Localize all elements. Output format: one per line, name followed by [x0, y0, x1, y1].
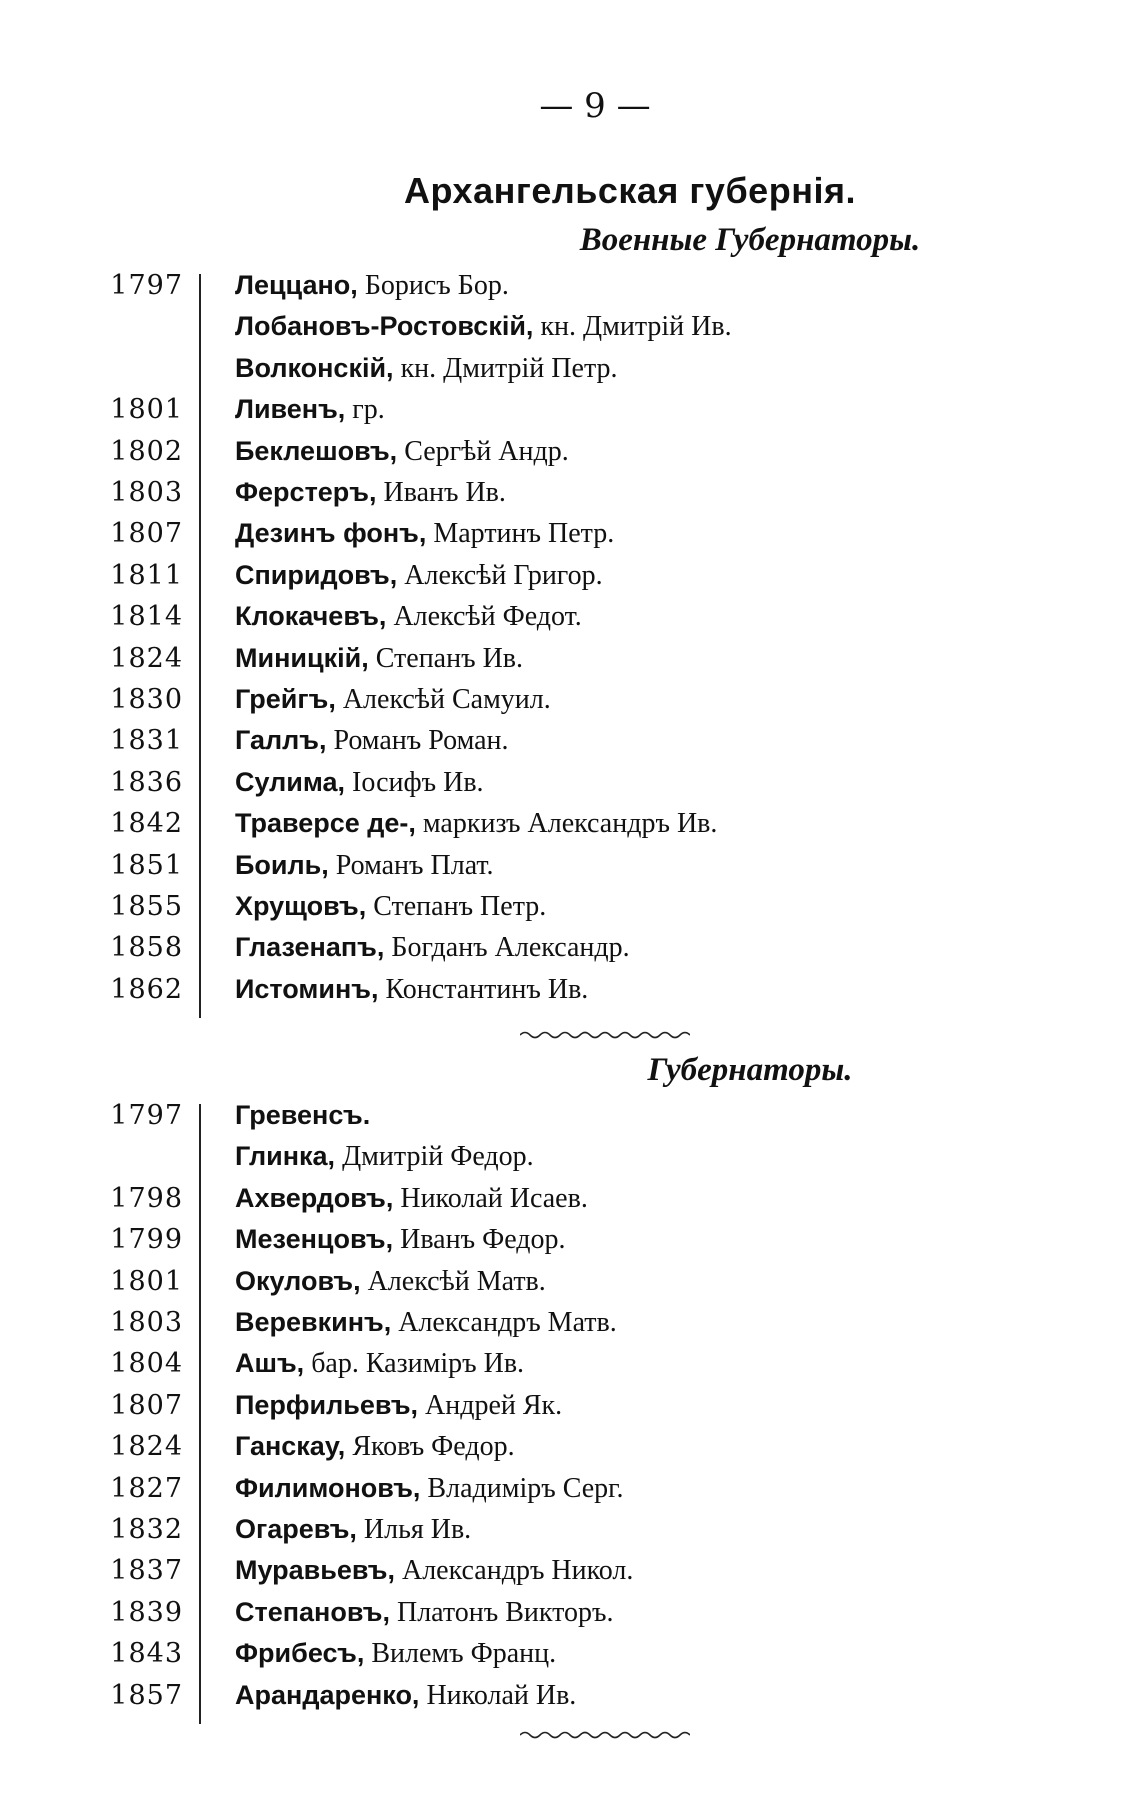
surname: Ашъ, — [235, 1348, 305, 1379]
year: 1855 — [110, 891, 183, 922]
list-item — [0, 518, 1140, 559]
surname: Траверсе де-, — [235, 808, 416, 839]
surname: Фрибесъ, — [235, 1638, 365, 1669]
given-names: Романъ Плат. — [328, 849, 494, 881]
list-item — [0, 974, 1140, 1015]
given-names: Степанъ Ив. — [368, 642, 524, 674]
list-item — [0, 1141, 1140, 1182]
year: 1851 — [110, 849, 183, 881]
list-item — [0, 601, 1140, 642]
list-item — [0, 725, 1140, 766]
year: 1804 — [110, 1348, 183, 1380]
given-names: Александръ Матв. — [391, 1307, 617, 1338]
list-item — [0, 932, 1140, 973]
list-item — [0, 1390, 1140, 1431]
surname: Мезенцовъ, — [235, 1224, 394, 1255]
given-names: Алексѣй Григор. — [397, 559, 603, 591]
governor-name — [235, 808, 717, 840]
given-names: Іосифъ Ив. — [345, 766, 484, 798]
year: 1811 — [110, 559, 183, 591]
list-item — [0, 850, 1140, 891]
given-names: Романъ Роман. — [326, 725, 509, 757]
surname: Леццано, — [235, 270, 358, 300]
surname: Ливенъ, — [235, 394, 346, 425]
surname: Глинка, — [235, 1141, 336, 1172]
governor-name — [235, 270, 509, 302]
year: 1807 — [110, 518, 183, 550]
governor-name — [235, 1473, 623, 1505]
governor-name — [235, 518, 614, 550]
given-names: Мартинъ Петр. — [426, 518, 615, 550]
governor-name — [235, 1100, 370, 1132]
surname: Филимоновъ, — [235, 1472, 421, 1503]
ornament-divider — [520, 1030, 690, 1040]
list-item — [0, 394, 1140, 435]
list-item — [0, 1348, 1140, 1389]
governor-name — [235, 684, 551, 716]
given-names: Владиміръ Серг. — [420, 1472, 624, 1504]
list-item — [0, 477, 1140, 518]
governor-name — [235, 1597, 613, 1629]
governor-name — [235, 1348, 524, 1380]
ornament-divider — [520, 1730, 690, 1740]
given-names: Константинъ Ив. — [378, 973, 589, 1005]
year: 1858 — [110, 932, 183, 964]
governor-name — [235, 1390, 562, 1422]
list-item — [0, 1100, 1140, 1141]
surname: Боиль, — [235, 849, 329, 880]
governor-name — [235, 1680, 576, 1712]
year: 1803 — [110, 477, 183, 508]
surname: Гревенсъ. — [235, 1100, 371, 1130]
given-names: Степанъ Петр. — [366, 891, 547, 922]
governor-name — [235, 725, 509, 757]
given-names: Алексѣй Матв. — [360, 1265, 546, 1297]
list-item — [0, 1224, 1140, 1265]
year: 1824 — [110, 1431, 183, 1463]
surname: Муравьевъ, — [235, 1555, 395, 1586]
list-item — [0, 767, 1140, 808]
list-item — [0, 1638, 1140, 1679]
year: 1801 — [110, 394, 183, 426]
surname: Спиридовъ, — [235, 559, 398, 590]
governor-name — [235, 891, 546, 923]
surname: Ферстеръ, — [235, 477, 377, 507]
surname: Огаревъ, — [235, 1514, 357, 1544]
year: 1837 — [110, 1555, 183, 1587]
year: 1803 — [110, 1307, 183, 1338]
governor-name — [235, 1514, 471, 1546]
given-names: бар. Казиміръ Ив. — [304, 1348, 525, 1380]
year: 1801 — [110, 1265, 183, 1297]
list-item — [0, 684, 1140, 725]
surname: Степановъ, — [235, 1596, 390, 1627]
given-names: Борисъ Бор. — [357, 270, 509, 301]
list-item — [0, 1183, 1140, 1224]
given-names: Алексѣй Самуил. — [335, 684, 551, 715]
year: 1797 — [110, 1100, 183, 1131]
surname: Окуловъ, — [235, 1265, 361, 1296]
list-item — [0, 436, 1140, 477]
governor-name — [235, 353, 618, 385]
governor-name — [235, 601, 582, 633]
year: 1831 — [110, 725, 183, 757]
list-item — [0, 560, 1140, 601]
surname: Хрущовъ, — [235, 891, 367, 921]
governor-name — [235, 477, 506, 509]
governor-name — [235, 394, 385, 426]
year: 1857 — [110, 1679, 183, 1711]
given-names: Николай Исаев. — [393, 1182, 588, 1214]
surname: Клокачевъ, — [235, 601, 387, 632]
governor-name — [235, 1431, 515, 1463]
given-names: Александръ Никол. — [394, 1555, 634, 1587]
list-item — [0, 353, 1140, 394]
year: 1807 — [110, 1389, 183, 1421]
surname: Сулима, — [235, 766, 346, 797]
given-names: Андрей Як. — [418, 1389, 563, 1421]
year: 1839 — [110, 1596, 183, 1628]
given-names: Илья Ив. — [356, 1514, 472, 1545]
list-item — [0, 1680, 1140, 1721]
page-title: Архангельская губернія. — [404, 170, 856, 211]
year: 1802 — [110, 435, 183, 467]
year: 1827 — [110, 1472, 183, 1504]
surname: Грейгъ, — [235, 684, 336, 714]
governor-name — [235, 643, 523, 675]
section-military-governors-heading: Военные Губернаторы. — [579, 222, 921, 258]
governor-name — [235, 767, 484, 799]
list-item — [0, 1555, 1140, 1596]
governor-name — [235, 1638, 556, 1670]
year: 1862 — [110, 973, 183, 1005]
list-item — [0, 1431, 1140, 1472]
surname: Веревкинъ, — [235, 1307, 392, 1337]
list-item — [0, 891, 1140, 932]
list-item — [0, 1473, 1140, 1514]
given-names: Вилемъ Франц. — [364, 1638, 557, 1670]
year: 1842 — [110, 808, 183, 840]
governor-name — [235, 974, 588, 1006]
year: 1836 — [110, 766, 183, 798]
list-item — [0, 270, 1140, 311]
surname: Ганскау, — [235, 1431, 346, 1462]
governor-name — [235, 560, 603, 592]
list-item — [0, 1597, 1140, 1638]
year: 1832 — [110, 1514, 183, 1545]
list-item — [0, 1266, 1140, 1307]
given-names: Иванъ Федор. — [393, 1224, 566, 1256]
given-names: кн. Дмитрій Петр. — [393, 352, 618, 384]
list-item — [0, 643, 1140, 684]
governor-name — [235, 1266, 546, 1298]
given-names: Сергѣй Андр. — [397, 435, 569, 467]
surname: Дезинъ фонъ, — [235, 518, 427, 549]
year: 1798 — [110, 1182, 183, 1214]
surname: Истоминъ, — [235, 973, 379, 1004]
page-number: — 9 — — [539, 86, 651, 126]
surname: Арандаренко, — [235, 1679, 420, 1710]
governor-name — [235, 436, 569, 468]
list-item — [0, 808, 1140, 849]
given-names: Алексѣй Федот. — [386, 601, 582, 633]
list-item — [0, 1514, 1140, 1555]
given-names: гр. — [345, 394, 385, 426]
year: 1843 — [110, 1638, 183, 1670]
governor-name — [235, 1141, 534, 1173]
governor-name — [235, 1224, 566, 1256]
given-names: Яковъ Федор. — [345, 1431, 515, 1463]
governor-name — [235, 311, 732, 343]
governor-name — [235, 1183, 588, 1215]
given-names: кн. Дмитрій Ив. — [533, 311, 732, 343]
year: 1799 — [110, 1224, 183, 1256]
governor-name — [235, 850, 494, 882]
surname: Ахвердовъ, — [235, 1182, 394, 1213]
surname: Перфильевъ, — [235, 1389, 419, 1420]
surname: Волконскій, — [235, 352, 394, 383]
year: 1824 — [110, 642, 183, 674]
surname: Лобановъ-Ростовскій, — [235, 311, 534, 342]
given-names: Иванъ Ив. — [376, 477, 506, 508]
given-names: Николай Ив. — [419, 1679, 577, 1711]
section-governors-heading: Губернаторы. — [647, 1052, 853, 1088]
year: 1797 — [110, 270, 183, 301]
surname: Беклешовъ, — [235, 435, 398, 466]
surname: Миницкій, — [235, 642, 369, 673]
given-names: маркизъ Александръ Ив. — [415, 808, 718, 840]
governor-name — [235, 1307, 617, 1339]
given-names: Дмитрій Федор. — [335, 1141, 534, 1173]
governor-name — [235, 1555, 633, 1587]
given-names: Платонъ Викторъ. — [389, 1596, 614, 1628]
year: 1830 — [110, 684, 183, 715]
surname: Галлъ, — [235, 725, 327, 756]
governor-name — [235, 932, 630, 964]
surname: Глазенапъ, — [235, 932, 385, 963]
list-item — [0, 1307, 1140, 1348]
year: 1814 — [110, 601, 183, 633]
given-names: Богданъ Александр. — [384, 932, 630, 964]
list-item — [0, 311, 1140, 352]
